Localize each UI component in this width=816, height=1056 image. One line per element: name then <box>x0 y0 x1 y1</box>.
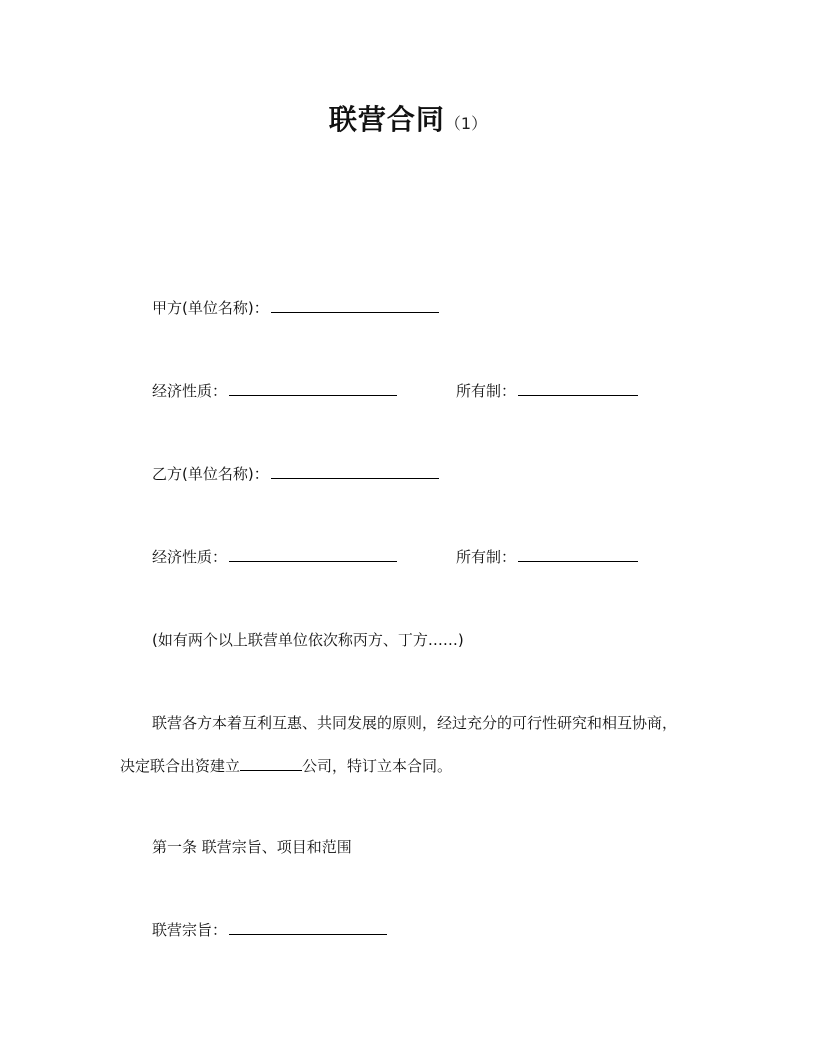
party-a-ownership-label: 所有制： <box>456 382 517 400</box>
party-a-line <box>152 298 439 318</box>
title-number: （1） <box>444 114 488 133</box>
party-a-econ-blank <box>229 381 397 396</box>
party-a-ownership-blank <box>518 381 638 396</box>
party-a-name-blank <box>271 298 439 313</box>
preamble-line-2-end: 公司，特订立本合同。 <box>302 757 453 775</box>
article-1-heading: 第一条 联营宗旨、项目和范围 <box>152 838 352 856</box>
party-b-econ-blank <box>229 547 397 562</box>
preamble-line-1: 联营各方本着互利互惠、共同发展的原则，经过充分的可行性研究和相互协商， <box>152 714 678 732</box>
preamble-line-2 <box>120 756 452 776</box>
purpose-blank <box>229 920 387 935</box>
party-a-label: 甲方(单位名称)： <box>152 299 269 317</box>
company-name-blank <box>240 756 302 771</box>
title-text: 联营合同 <box>328 103 445 136</box>
preamble-line-2-start: 决定联合出资建立 <box>120 757 241 775</box>
party-b-name-blank <box>271 464 439 479</box>
purpose-line <box>152 920 387 940</box>
party-a-econ-line <box>152 381 397 401</box>
party-a-econ-label: 经济性质： <box>152 382 228 400</box>
party-b-econ-line <box>152 547 397 567</box>
document-title <box>0 98 816 138</box>
party-b-ownership-label: 所有制： <box>456 548 517 566</box>
party-b-label: 乙方(单位名称)： <box>152 465 269 483</box>
party-b-econ-label: 经济性质： <box>152 548 228 566</box>
party-b-ownership-line <box>456 547 638 567</box>
party-a-ownership-line <box>456 381 638 401</box>
purpose-label: 联营宗旨： <box>152 921 228 939</box>
additional-parties-note: (如有两个以上联营单位依次称丙方、丁方……) <box>152 631 464 649</box>
party-b-line <box>152 464 439 484</box>
party-b-ownership-blank <box>518 547 638 562</box>
